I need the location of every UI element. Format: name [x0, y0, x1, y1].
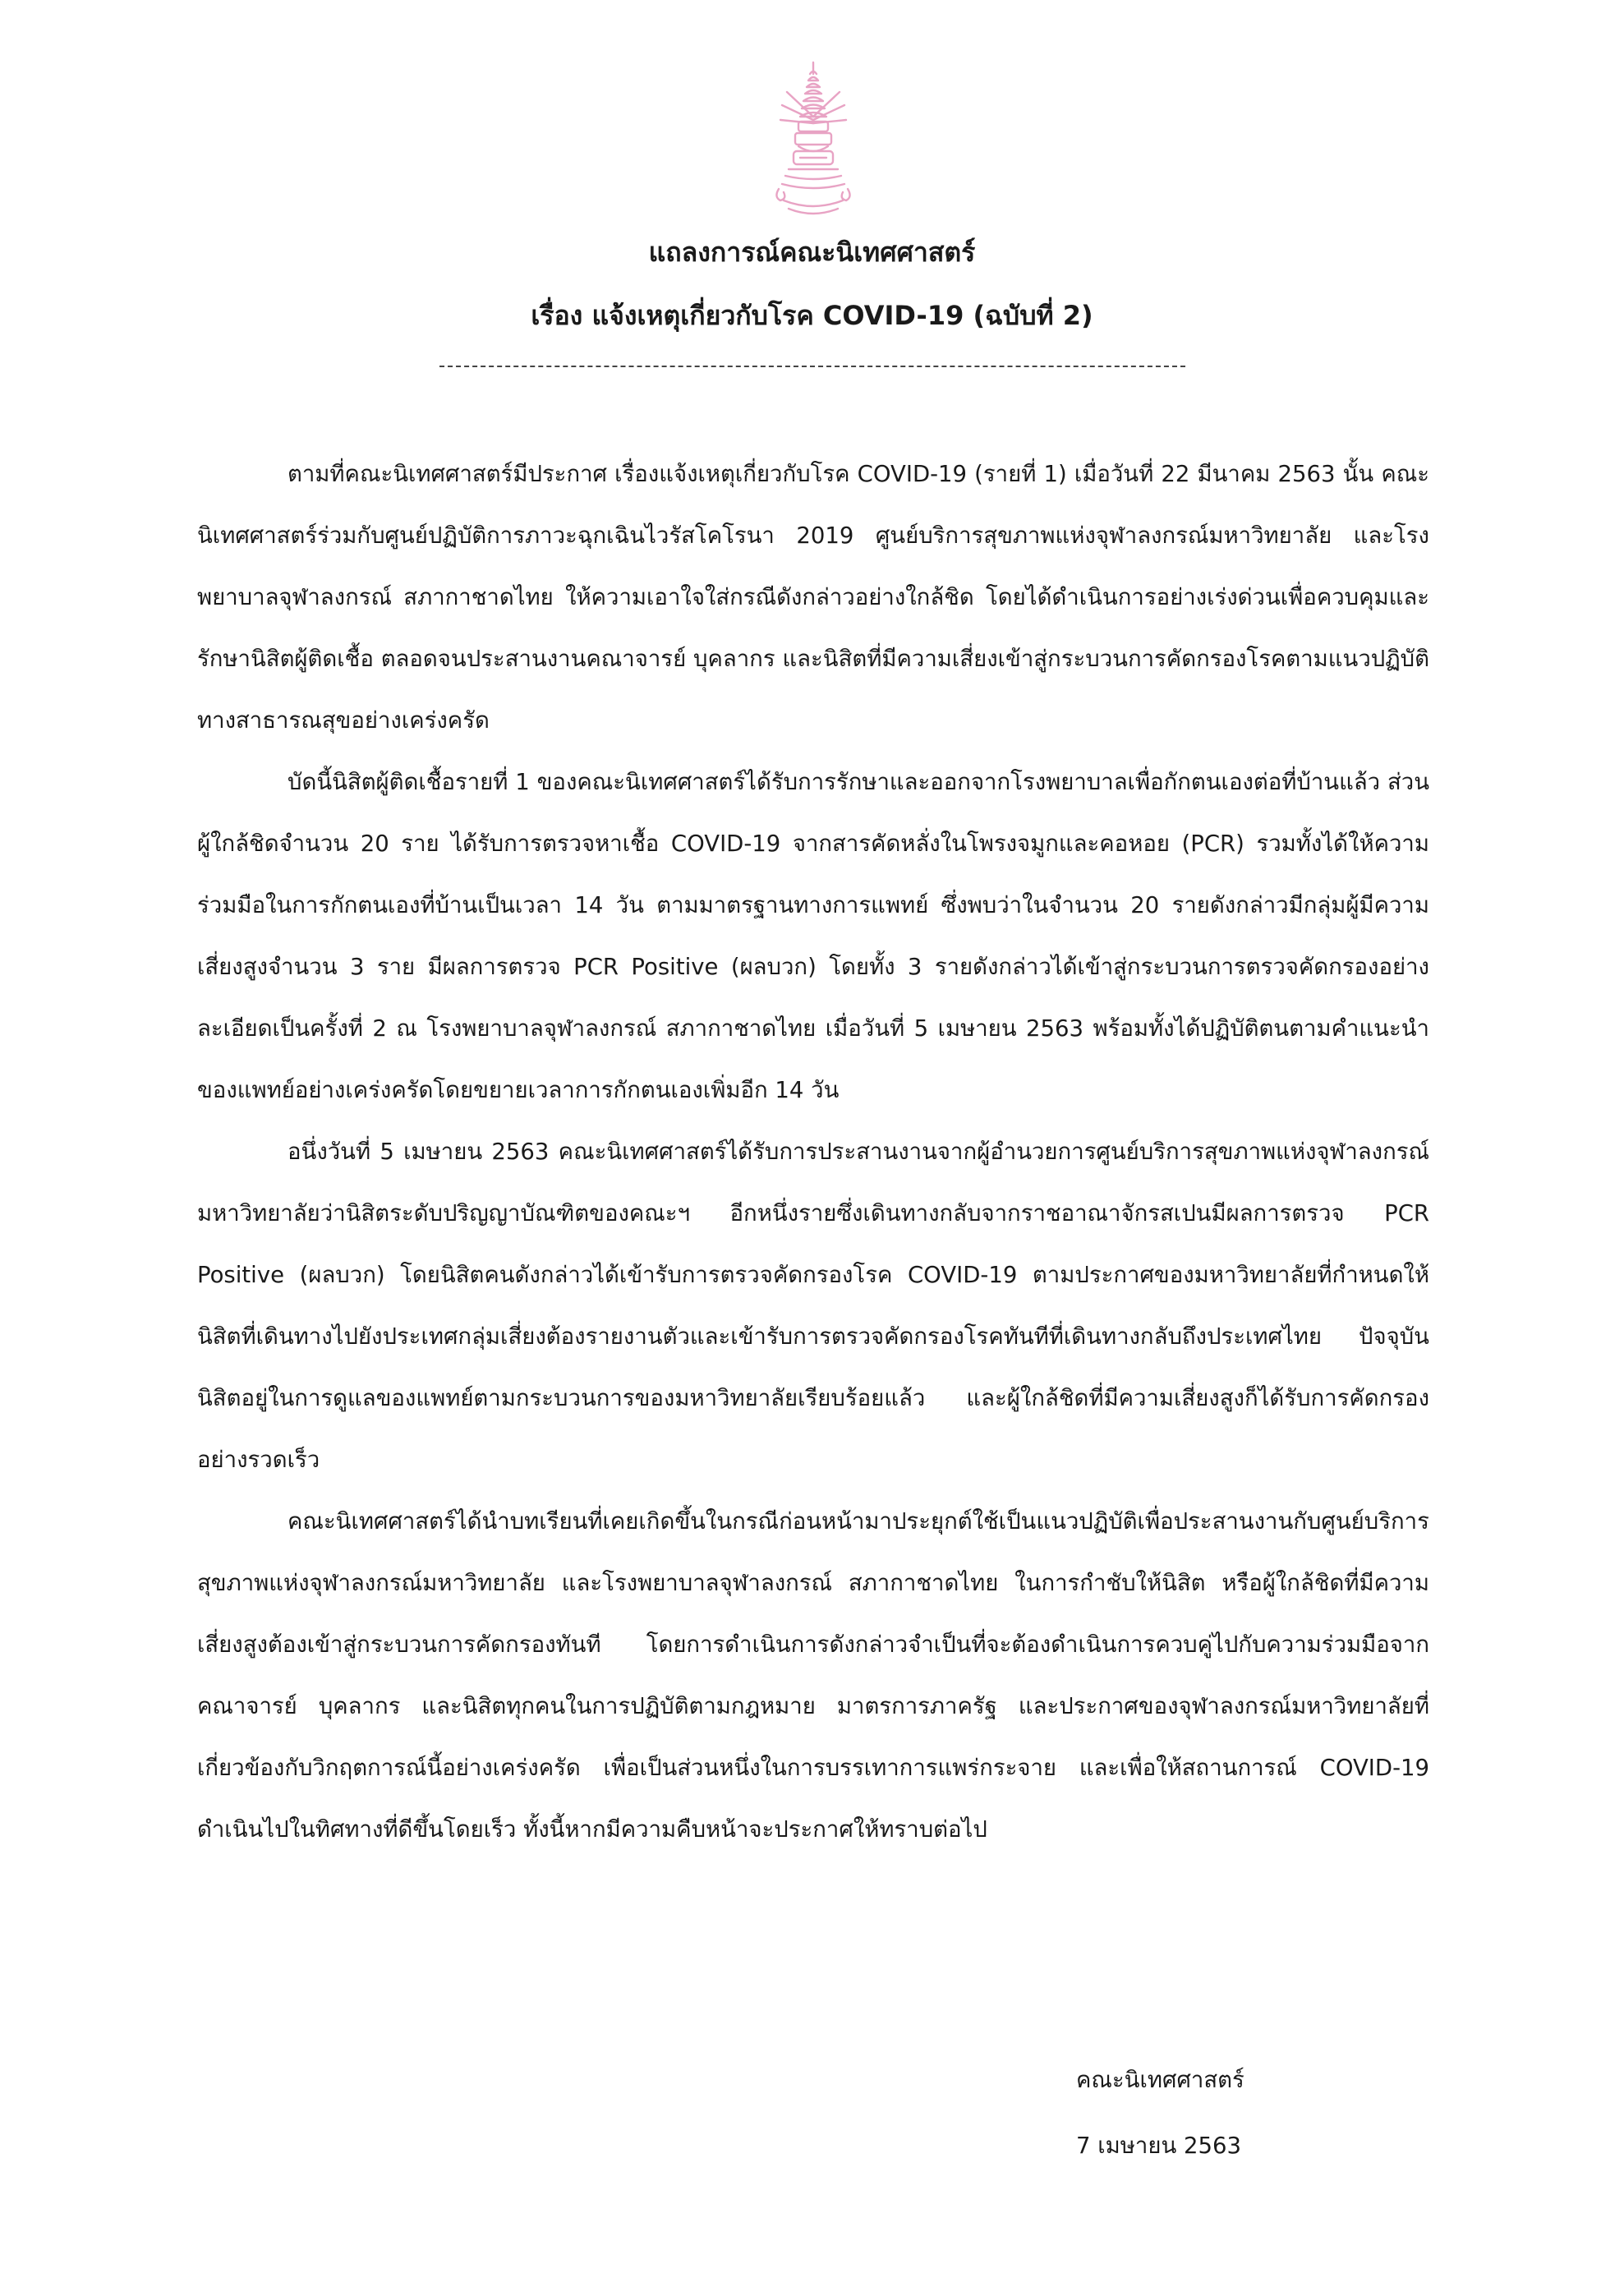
document-subject: เรื่อง แจ้งเหตุเกี่ยวกับโรค COVID-19 (ฉบับที่ 2) — [531, 300, 1093, 331]
dashed-divider — [439, 366, 1185, 367]
document-body — [197, 444, 1429, 1861]
paragraph-1: ตามที่คณะนิเทศศาสตร์มีประกาศ เรื่องแจ้งเหตุเกี่ยวกับโรค COVID-19 (รายที่ 1) เมื่อวันที่ 22 มีนาคม 2563 นั้น คณะนิเทศศาสตร์ร่วมกับศูนย์ปฏิบัติการภาวะฉุกเฉินไวรัสโคโรนา 2019 ศูนย์บริการสุขภาพแห่งจุฬาลงกรณ์มหาวิทยาลัย และโรงพยาบาลจุฬาลงกรณ์ สภากาชาดไทย ให้ความเอาใจใส่กรณีดังกล่าวอย่างใกล้ชิด โดยได้ดำเนินการอย่างเร่งด่วนเพื่อควบคุมและรักษานิสิตผู้ติดเชื้อ ตลอดจนประสานงานคณาจารย์ บุคลากร และนิสิตที่มีความเสี่ยงเข้าสู่กระบวนการคัดกรองโรคตามแนวปฏิบัติทางสาธารณสุขอย่างเคร่งครัด — [197, 461, 1429, 734]
signature-organization: คณะนิเทศศาสตร์ — [1076, 2067, 1244, 2093]
signature-date: 7 เมษายน 2563 — [1076, 2133, 1241, 2159]
paragraph-4: คณะนิเทศศาสตร์ได้นำบทเรียนที่เคยเกิดขึ้นในกรณีก่อนหน้ามาประยุกต์ใช้เป็นแนวปฏิบัติเพื่อประสานงานกับศูนย์บริการสุขภาพแห่งจุฬาลงกรณ์มหาวิทยาลัย และโรงพยาบาลจุฬาลงกรณ์ สภากาชาดไทย ในการกำชับให้นิสิต หรือผู้ใกล้ชิดที่มีความเสี่ยงสูงต้องเข้าสู่กระบวนการคัดกรองทันที โดยการดำเนินการดังกล่าวจำเป็นที่จะต้องดำเนินการควบคู่ไปกับความร่วมมือจากคณาจารย์ บุคลากร และนิสิตทุกคนในการปฏิบัติตามกฎหมาย มาตรการภาครัฐ และประกาศของจุฬาลงกรณ์มหาวิทยาลัยที่เกี่ยวข้องกับวิกฤตการณ์นี้อย่างเคร่งครัด เพื่อเป็นส่วนหนึ่งในการบรรเทาการแพร่กระจาย และเพื่อให้สถานการณ์ COVID-19 ดำเนินไปในทิศทางที่ดีขึ้นโดยเร็ว ทั้งนี้หากมีความคืบหน้าจะประกาศให้ทราบต่อไป — [197, 1508, 1429, 1843]
document-title: แถลงการณ์คณะนิเทศศาสตร์ — [648, 237, 976, 268]
university-crest-logo — [771, 59, 856, 222]
paragraph-3: อนึ่งวันที่ 5 เมษายน 2563 คณะนิเทศศาสตร์ได้รับการประสานงานจากผู้อำนวยการศูนย์บริการสุขภาพแห่งจุฬาลงกรณ์มหาวิทยาลัยว่านิสิตระดับปริญญาบัณฑิตของคณะฯ อีกหนึ่งรายซึ่งเดินทางกลับจากราชอาณาจักรสเปนมีผลการตรวจ PCR Positive (ผลบวก) โดยนิสิตคนดังกล่าวได้เข้ารับการตรวจคัดกรองโรค COVID-19 ตามประกาศของมหาวิทยาลัยที่กำหนดให้นิสิตที่เดินทางไปยังประเทศกลุ่มเสี่ยงต้องรายงานตัวและเข้ารับการตรวจคัดกรองโรคทันทีที่เดินทางกลับถึงประเทศไทย ปัจจุบันนิสิตอยู่ในการดูแลของแพทย์ตามกระบวนการของมหาวิทยาลัยเรียบร้อยแล้ว และผู้ใกล้ชิดที่มีความเสี่ยงสูงก็ได้รับการคัดกรองอย่างรวดเร็ว — [197, 1139, 1429, 1473]
paragraph-2: บัดนี้นิสิตผู้ติดเชื้อรายที่ 1 ของคณะนิเทศศาสตร์ได้รับการรักษาและออกจากโรงพยาบาลเพื่อกักตนเองต่อที่บ้านแล้ว ส่วนผู้ใกล้ชิดจำนวน 20 ราย ได้รับการตรวจหาเชื้อ COVID-19 จากสารคัดหลั่งในโพรงจมูกและคอหอย (PCR) รวมทั้งได้ให้ความร่วมมือในการกักตนเองที่บ้านเป็นเวลา 14 วัน ตามมาตรฐานทางการแพทย์ ซึ่งพบว่าในจำนวน 20 รายดังกล่าวมีกลุ่มผู้มีความเสี่ยงสูงจำนวน 3 ราย มีผลการตรวจ PCR Positive (ผลบวก) โดยทั้ง 3 รายดังกล่าวได้เข้าสู่กระบวนการตรวจคัดกรองอย่างละเอียดเป็นครั้งที่ 2 ณ โรงพยาบาลจุฬาลงกรณ์ สภากาชาดไทย เมื่อวันที่ 5 เมษายน 2563 พร้อมทั้งได้ปฏิบัติตนตามคำแนะนำของแพทย์อย่างเคร่งครัดโดยขยายเวลาการกักตนเองเพิ่มอีก 14 วัน — [197, 769, 1429, 1103]
